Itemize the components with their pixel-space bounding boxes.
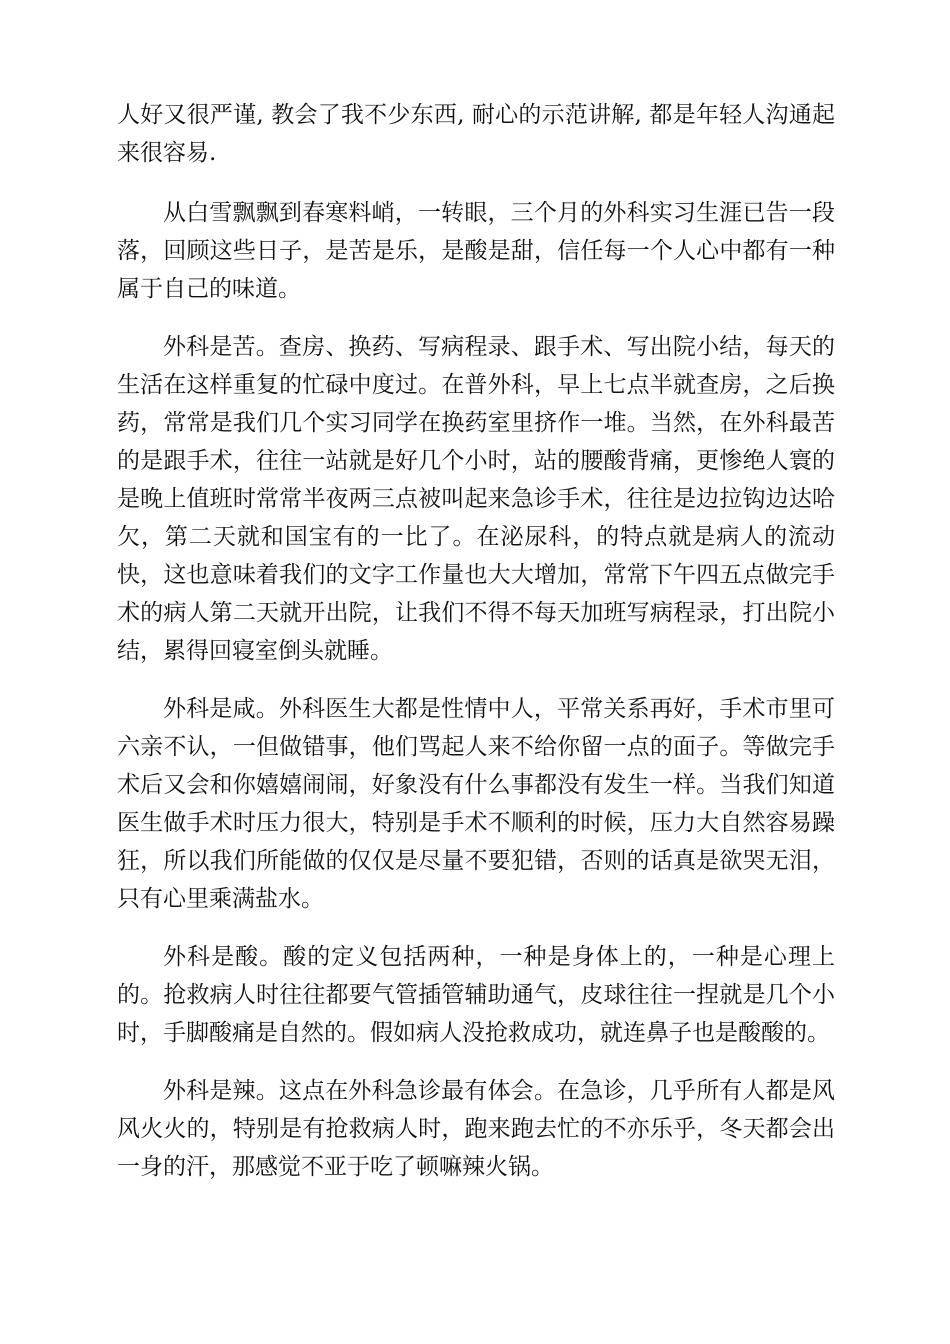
paragraph-intro: 从白雪飘飘到春寒料峭，一转眼，三个月的外科实习生涯已告一段落，回顾这些日子，是苦是乐，是酸是甜，信任每一个人心中都有一种属于自己的味道。 — [117, 200, 835, 302]
paragraph-bitter: 外科是苦。查房、换药、写病程录、跟手术、写出院小结，每天的生活在这样重复的忙碌中度过。在普外科，早上七点半就查房，之后换药，常常是我们几个实习同学在换药室里挤作一堆。当然，在外科最苦的是跟手术，往往一站就是好几个小时，站的腰酸背痛，更惨绝人寰的是晚上值班时常常半夜两三点被叫起来急诊手术，往往是边拉钩边达哈欠，第二天就和国宝有的一比了。在泌尿科，的特点就是病人的流动快，这也意味着我们的文字工作量也大大增加，常常下午四五点做完手术的病人第二天就开出院，让我们不得不每天加班写病程录，打出院小结，累得回寝室倒头就睡。 — [117, 334, 835, 664]
paragraph-continuation: 人好又很严谨, 教会了我不少东西, 耐心的示范讲解, 都是年轻人沟通起来很容易. — [117, 102, 835, 166]
paragraph-salty: 外科是咸。外科医生大都是性情中人，平常关系再好，手术市里可六亲不认，一但做错事，他们骂起人来不给你留一点的面子。等做完手术后又会和你嬉嬉闹闹，好象没有什么事都没有发生一样。当我们知道医生做手术时压力很大，特别是手术不顺利的时候，压力大自然容易躁狂，所以我们所能做的仅仅是尽量不要犯错，否则的话真是欲哭无泪，只有心里乘满盐水。 — [117, 696, 835, 912]
document-body — [117, 96, 835, 1206]
paragraph-sour: 外科是酸。酸的定义包括两种，一种是身体上的，一种是心理上的。抢救病人时往往都要气管插管辅助通气，皮球往往一捏就是几个小时，手脚酸痛是自然的。假如病人没抢救成功，就连鼻子也是酸酸的。 — [117, 944, 835, 1046]
paragraph-spicy: 外科是辣。这点在外科急诊最有体会。在急诊，几乎所有人都是风风火火的，特别是有抢救病人时，跑来跑去忙的不亦乐乎，冬天都会出一身的汗，那感觉不亚于吃了顿嘛辣火锅。 — [117, 1078, 835, 1180]
